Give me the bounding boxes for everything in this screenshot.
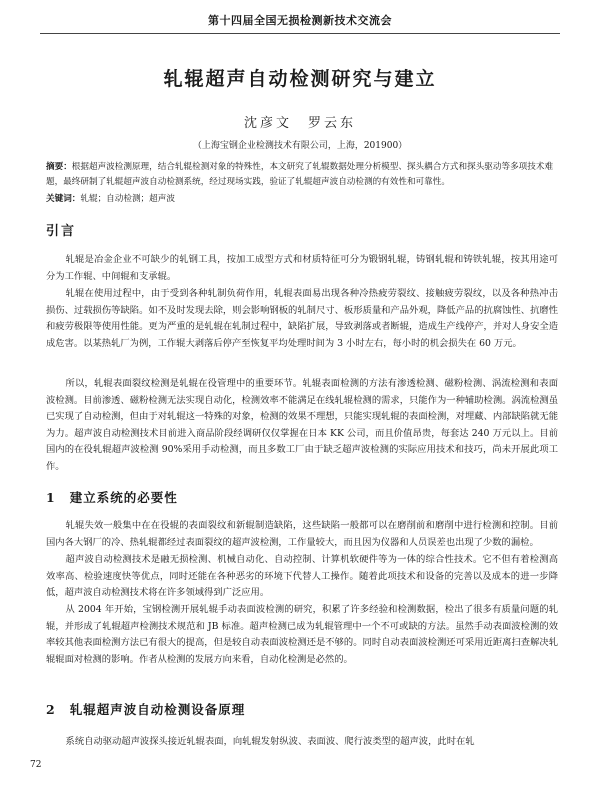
section-heading-1 [46, 488, 178, 506]
paragraph-intro-3: 所以，轧辊表面裂纹检测是轧辊在役管理中的重要环节。轧辊表面检测的方法有渗透检测、磁粉检测、涡流检测和表面波检测。目前渗透、磁粉检测无法实现自动化，检测效率不能满足在线轧辊检测的需求，只能作为一种辅助检测。涡流检测虽已实现了自动检测，但由于对轧辊这一特殊的对象，检测的效果不理想，只能实现轧辊的表面检测，对埋藏、内部缺陷就无能为力。超声波自动检测技术目前进入商品阶段经调研仅仅掌握在日本 KK 公司，而且价值昂贵，每套达 240 万元以上。目前国内的在役轧辊超声波检测 90%采用手动检测，而且多数工厂由于缺乏超声波检测的实际应用技术和技巧，尚未开展此项工作。 [46, 378, 558, 472]
running-header: 第十四届全国无损检测新技术交流会 [40, 12, 560, 34]
abstract [46, 160, 558, 190]
keywords [46, 192, 558, 206]
paragraph-intro-2: 轧辊在使用过程中，由于受到各种轧制负荷作用，轧辊表面易出现各种冷热疲劳裂纹、接触疲劳裂纹，以及各种热冲击损伤、过载损伤等缺陷。如不及时发现去除，则会影响钢板的轧制尺寸、板形质量和产品外观，降低产品的抗腐蚀性、抗磨性和疲劳极限等使用性能。更为严重的是轧辊在轧制过程中，缺陷扩展，导致剥落或者断辊，造成生产线停产，并对人身安全造成危害。以某热轧厂为例，工作辊大剥落后停产至恢复平均处理时间为 3 小时左右，每小时的机会损失在 60 万元。 [46, 288, 558, 349]
page-number: 72 [30, 760, 42, 770]
paragraph-intro-1: 轧辊是冶金企业不可缺少的轧钢工具，按加工成型方式和材质特征可分为锻钢轧辊，铸钢轧辊和铸铁轧辊，按其用途可分为工作辊、中间辊和支承辊。 [46, 254, 558, 282]
paragraph-s1-2: 超声波自动检测技术是融无损检测、机械自动化、自动控制、计算机软硬件等为一体的综合性技术。它不但有着检测高效率高、检验速度快等优点，同时还能在各种恶劣的环境下代替人工操作。随着此项技术和设备的完善以及成本的进一步降低，超声波自动检测技术将在许多领域得到广泛应用。 [46, 554, 558, 598]
section-heading-2 [46, 700, 245, 718]
abstract-label: 摘要： [46, 162, 72, 172]
section-title-1: 建立系统的必要性 [69, 490, 178, 505]
paragraph-s1-1: 轧辊失效一般集中在在役辊的表面裂纹和新辊制造缺陷，这些缺陷一般都可以在磨削前和磨削中进行检测和控制。目前国内各大钢厂的冷、热轧辊都经过表面裂纹的超声波检测，工作量较大，而且因为仪器和人员误差也出现了少数的漏检。 [46, 520, 558, 548]
paper-title: 轧辊超声自动检测研究与建立 [163, 68, 437, 90]
section-number-2: 2 [46, 702, 56, 717]
keywords-label: 关键词： [46, 194, 81, 204]
paper-authors: 沈彦文 罗云东 [243, 116, 356, 131]
paper-affiliation: （上海宝钢企业检测技术有限公司，上海，201900） [192, 141, 408, 151]
section-title-2: 轧辊超声波自动检测设备原理 [69, 702, 246, 717]
section-heading-intro: 引言 [46, 224, 77, 239]
paragraph-s2-1: 系统自动驱动超声波探头接近轧辊表面，向轧辊发射纵波、表面波、爬行波类型的超声波，此时在轧 [65, 736, 475, 747]
keywords-text: 轧辊；自动检测；超声波 [80, 194, 175, 204]
paragraph-s1-3: 从 2004 年开始，宝钢检测开展轧辊手动表面波检测的研究，积累了许多经验和检测数据，检出了很多有质量问题的轧辊，并形成了轧辊超声检测技术规范和 JB 标准。超声检测已成为轧辊管理中一个不可或缺的方法。虽然手动表面波检测的效率较其他表面检测方法已有很大的提高，但是较自动表面波检测还是不够的。同时自动表面波检测还可采用近距离扫查解决轧辊辊面对检测的影响。作者从检测的发展方向来看，自动化检测是必然的。 [46, 604, 558, 665]
section-number-1: 1 [46, 490, 56, 505]
abstract-text: 根据超声波检测原理，结合轧辊检测对象的特殊性，本文研究了轧辊数据处理分析模型、探头耦合方式和探头驱动等多项技术难题，最终研制了轧辊超声波自动检测系统，经过现场实践，验证了轧辊超声波自动检测的有效性和可靠性。 [46, 162, 554, 187]
